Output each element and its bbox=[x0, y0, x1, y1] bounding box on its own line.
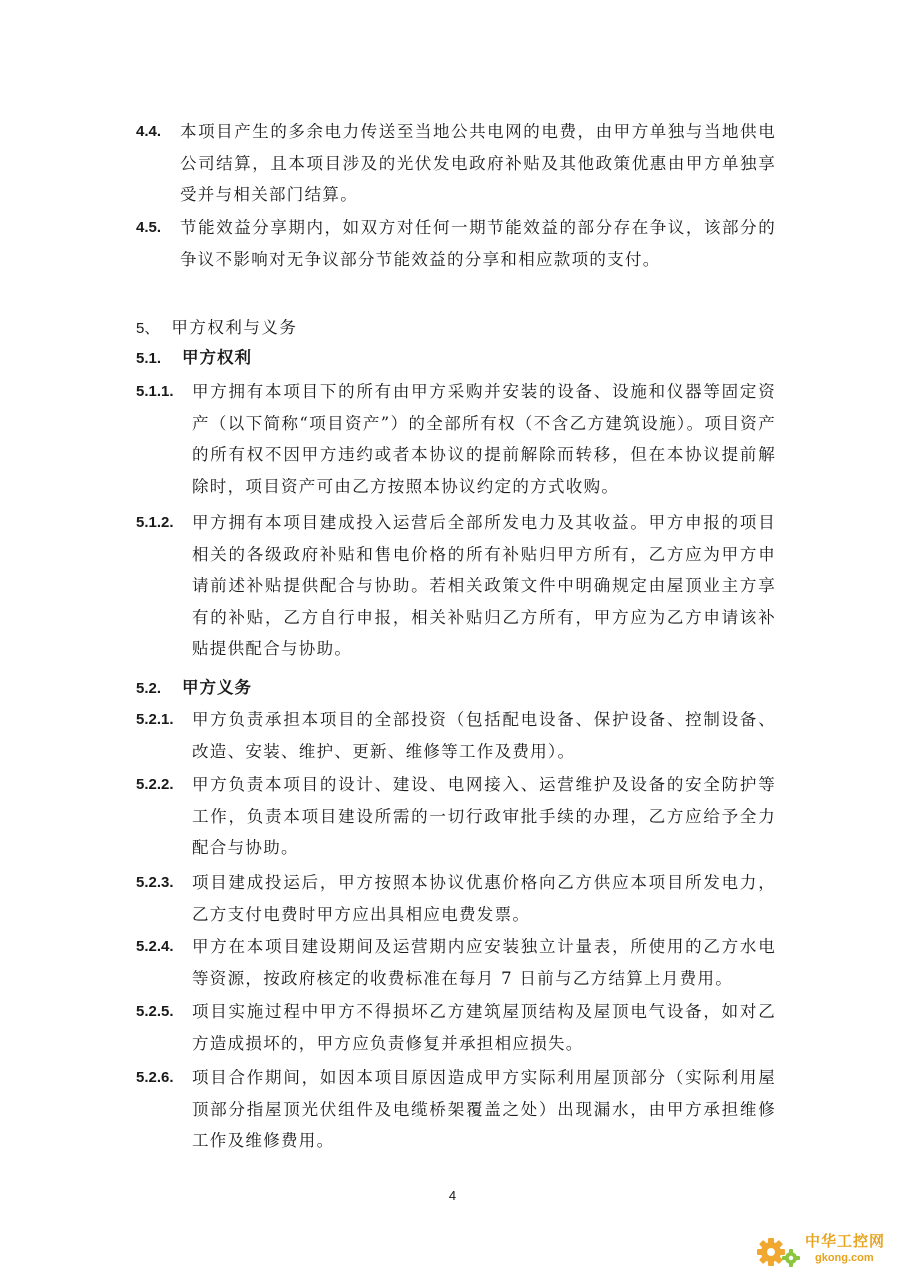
clause-number: 5.2.6. bbox=[136, 1069, 174, 1086]
clause-5-2-6 bbox=[136, 1062, 776, 1157]
clause-text: 节能效益分享期内，如双方对任何一期节能效益的部分存在争议，该部分的争议不影响对无争议部分节能效益的分享和相应款项的支付。 bbox=[180, 218, 776, 269]
subsection-heading-5-2 bbox=[136, 673, 252, 704]
clause-5-2-5 bbox=[136, 996, 776, 1059]
clause-text: 项目合作期间，如因本项目原因造成甲方实际利用屋顶部分（实际利用屋顶部分指屋顶光伏组件及电缆桥架覆盖之处）出现漏水，由甲方承担维修工作及维修费用。 bbox=[192, 1068, 776, 1150]
watermark-logo bbox=[753, 1226, 893, 1272]
clause-number: 5.2.3. bbox=[136, 874, 174, 891]
clause-5-2-4 bbox=[136, 931, 776, 994]
section-number: 5、 bbox=[136, 320, 160, 337]
clause-text: 甲方负责承担本项目的全部投资（包括配电设备、保护设备、控制设备、改造、安装、维护、更新、维修等工作及费用）。 bbox=[192, 710, 776, 761]
clause-5-1-1 bbox=[136, 376, 776, 502]
clause-4-4 bbox=[136, 116, 776, 211]
clause-text: 本项目产生的多余电力传送至当地公共电网的电费，由甲方单独与当地供电公司结算，且本项目涉及的光伏发电政府补贴及其他政策优惠由甲方单独享受并与相关部门结算。 bbox=[180, 122, 776, 204]
clause-text: 甲方拥有本项目下的所有由甲方采购并安装的设备、设施和仪器等固定资产（以下简称“项目资产”）的全部所有权（不含乙方建筑设施）。项目资产的所有权不因甲方违约或者本协议的提前解除而转移，但在本协议提前解除时，项目资产可由乙方按照本协议约定的方式收购。 bbox=[192, 382, 776, 496]
subsection-title: 甲方权利 bbox=[182, 348, 252, 367]
clause-number: 5.1.2. bbox=[136, 514, 174, 531]
subsection-title: 甲方义务 bbox=[182, 678, 252, 697]
clause-text: 甲方在本项目建设期间及运营期内应安装独立计量表，所使用的乙方水电等资源，按政府核定的收费标准在每月 7 日前与乙方结算上月费用。 bbox=[192, 937, 776, 988]
watermark-url: gkong.com bbox=[815, 1252, 874, 1264]
page-number: 4 bbox=[448, 1188, 457, 1203]
clause-number: 4.4. bbox=[136, 123, 162, 140]
clause-number: 5.2.2. bbox=[136, 776, 174, 793]
gear-icon bbox=[753, 1230, 803, 1272]
clause-text: 甲方拥有本项目建成投入运营后全部所发电力及其收益。甲方申报的项目相关的各级政府补贴和售电价格的所有补贴归甲方所有，乙方应为甲方申请前述补贴提供配合与协助。若相关政策文件中明确规定由屋顶业主方享有的补贴，乙方自行申报，相关补贴归乙方所有，甲方应为乙方申请该补贴提供配合与协助。 bbox=[192, 513, 776, 658]
subsection-number: 5.1. bbox=[136, 350, 162, 367]
subsection-heading-5-1 bbox=[136, 343, 252, 374]
clause-number: 4.5. bbox=[136, 219, 162, 236]
section-title: 甲方权利与义务 bbox=[171, 318, 298, 337]
clause-number: 5.2.5. bbox=[136, 1003, 174, 1020]
watermark-title: 中华工控网 bbox=[805, 1232, 886, 1250]
clause-number: 5.2.1. bbox=[136, 711, 174, 728]
clause-number: 5.2.4. bbox=[136, 938, 174, 955]
subsection-number: 5.2. bbox=[136, 680, 162, 697]
clause-text: 甲方负责本项目的设计、建设、电网接入、运营维护及设备的安全防护等工作，负责本项目建设所需的一切行政审批手续的办理，乙方应给予全力配合与协助。 bbox=[192, 775, 776, 857]
clause-5-2-2 bbox=[136, 769, 776, 864]
section-heading bbox=[136, 313, 297, 344]
clause-number: 5.1.1. bbox=[136, 383, 174, 400]
clause-5-2-1 bbox=[136, 704, 776, 767]
clause-text: 项目实施过程中甲方不得损坏乙方建筑屋顶结构及屋顶电气设备，如对乙方造成损坏的，甲方应负责修复并承担相应损失。 bbox=[192, 1002, 776, 1053]
clause-5-2-3 bbox=[136, 867, 776, 930]
clause-text: 项目建成投运后，甲方按照本协议优惠价格向乙方供应本项目所发电力，乙方支付电费时甲方应出具相应电费发票。 bbox=[192, 873, 776, 924]
clause-5-1-2 bbox=[136, 507, 776, 665]
clause-4-5 bbox=[136, 212, 776, 275]
